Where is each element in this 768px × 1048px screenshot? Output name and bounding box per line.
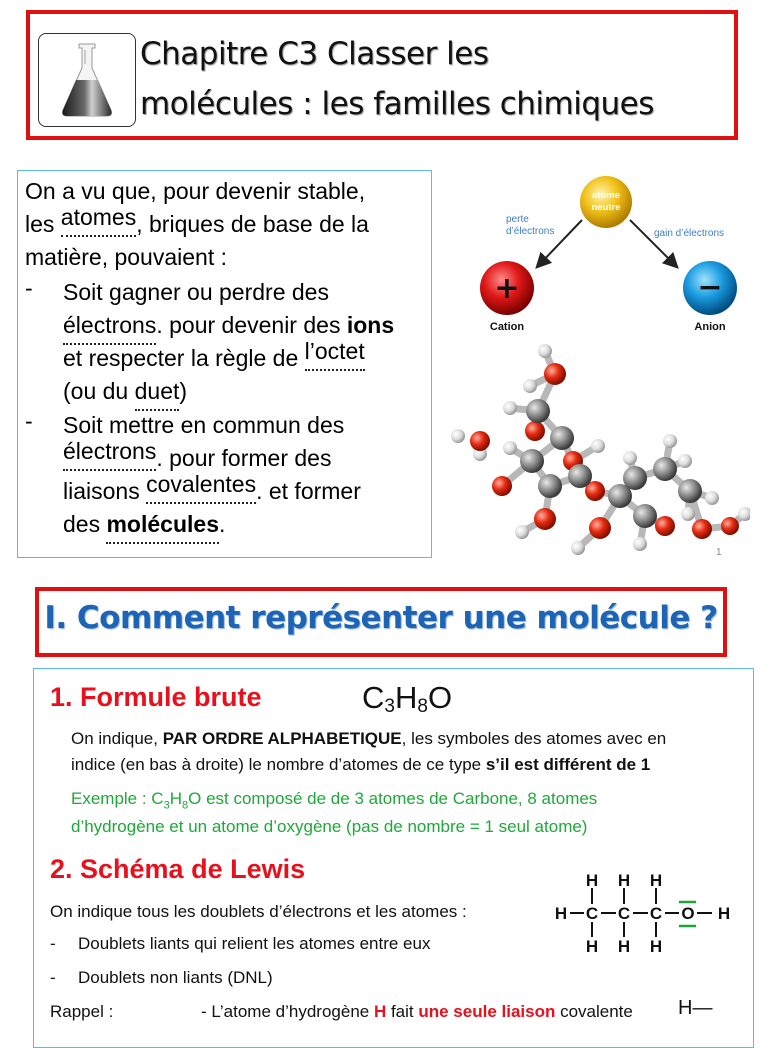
chapter-title-line-2: molécules : les familles chimiques (140, 86, 654, 122)
atom-label: atome (592, 190, 620, 201)
svg-text:C: C (617, 904, 631, 923)
section-title: I. Comment représenter une molécule ? (44, 600, 718, 636)
formula-c3h8o: $C_3H_8O$ (362, 680, 453, 717)
svg-text:H: H (585, 871, 599, 890)
bullet-dash: - (25, 275, 33, 301)
cation-label: Cation (489, 321, 525, 333)
bullet-dash: - (25, 408, 33, 434)
intro-line-7: (ou du duet) (63, 375, 187, 411)
plus-icon: + (494, 271, 520, 306)
svg-text:C: C (649, 904, 663, 923)
intro-line-8: Soit mettre en commun des (63, 412, 345, 438)
flask-icon-frame (38, 33, 136, 127)
intro-line-1: On a vu que, pour devenir stable, (25, 178, 366, 204)
paragraph-line: indice (en bas à droite) le nombre d’atomes de ce type s’il est différent de 1 (71, 755, 651, 774)
intro-line-9: électrons. pour former des (63, 442, 331, 478)
fill-blank: l’octet (305, 335, 365, 371)
example-line: Exemple : $C_3H_8O$ est composé de de 3 atomes de Carbone, 8 atomes (71, 789, 598, 812)
rappel-line: - L’atome d’hydrogène H fait une seule liaison covalente (201, 1002, 633, 1021)
svg-text:H: H (585, 937, 599, 956)
svg-text:H: H (554, 904, 568, 923)
intro-line-5: électrons. pour devenir des ions (63, 309, 394, 345)
svg-text:H: H (717, 904, 731, 923)
paragraph-line: On indique tous les doublets d’électrons et les atomes : (50, 902, 467, 921)
chapter-title-line-1: Chapitre C3 Classer les (140, 36, 489, 72)
loss-label: d’électrons (506, 226, 555, 237)
intro-line-2: les atomes, briques de base de la (25, 208, 369, 244)
heading-formule-brute: 1. Formule brute (50, 682, 262, 712)
atom-label: neutre (591, 202, 621, 213)
fill-blank: électrons (63, 309, 156, 345)
svg-text:H: H (617, 937, 631, 956)
fill-blank: covalentes (146, 468, 256, 504)
intro-line-11: des molécules. (63, 508, 225, 544)
fill-blank: duet (135, 375, 180, 411)
list-item: Doublets liants qui relient les atomes entre eux (78, 934, 431, 953)
molecule-3d-model-image (440, 336, 750, 566)
list-dash: - (50, 934, 56, 953)
svg-text:H: H (617, 871, 631, 890)
list-dash: - (50, 968, 56, 987)
page-number: 1 (716, 547, 722, 558)
example-line: d’hydrogène et un atome d’oxygène (pas de nombre = 1 seul atome) (71, 817, 588, 836)
fill-blank: ions (346, 312, 395, 338)
lewis-structure-propanol (548, 868, 743, 958)
svg-text:C: C (585, 904, 599, 923)
svg-text:H: H (649, 937, 663, 956)
rappel-label: Rappel : (50, 1002, 114, 1021)
intro-line-10: liaisons covalentes. et former (63, 475, 361, 511)
intro-line-6: et respecter la règle de l’octet (63, 342, 365, 378)
fill-blank: atomes (61, 201, 136, 237)
heading-schema-lewis: 2. Schéma de Lewis (50, 854, 306, 884)
arrow-to-anion (630, 220, 676, 266)
fill-blank: molécules (106, 508, 219, 544)
flask-icon (39, 34, 135, 126)
hydrogen-bond-symbol: H— (678, 997, 713, 1019)
minus-icon: − (697, 270, 723, 305)
fill-blank: électrons (63, 435, 156, 471)
paragraph-line: On indique, PAR ORDRE ALPHABETIQUE, les symboles des atomes avec en (71, 729, 667, 748)
intro-line-3: matière, pouvaient : (25, 244, 228, 270)
anion-label: Anion (694, 321, 726, 333)
intro-line-4: Soit gagner ou perdre des (63, 279, 329, 305)
svg-text:H: H (649, 871, 663, 890)
loss-label: perte (506, 214, 529, 225)
list-item: Doublets non liants (DNL) (78, 968, 273, 987)
gain-label: gain d’électrons (654, 228, 725, 239)
ion-formation-diagram (470, 170, 745, 335)
svg-text:O: O (681, 904, 695, 923)
